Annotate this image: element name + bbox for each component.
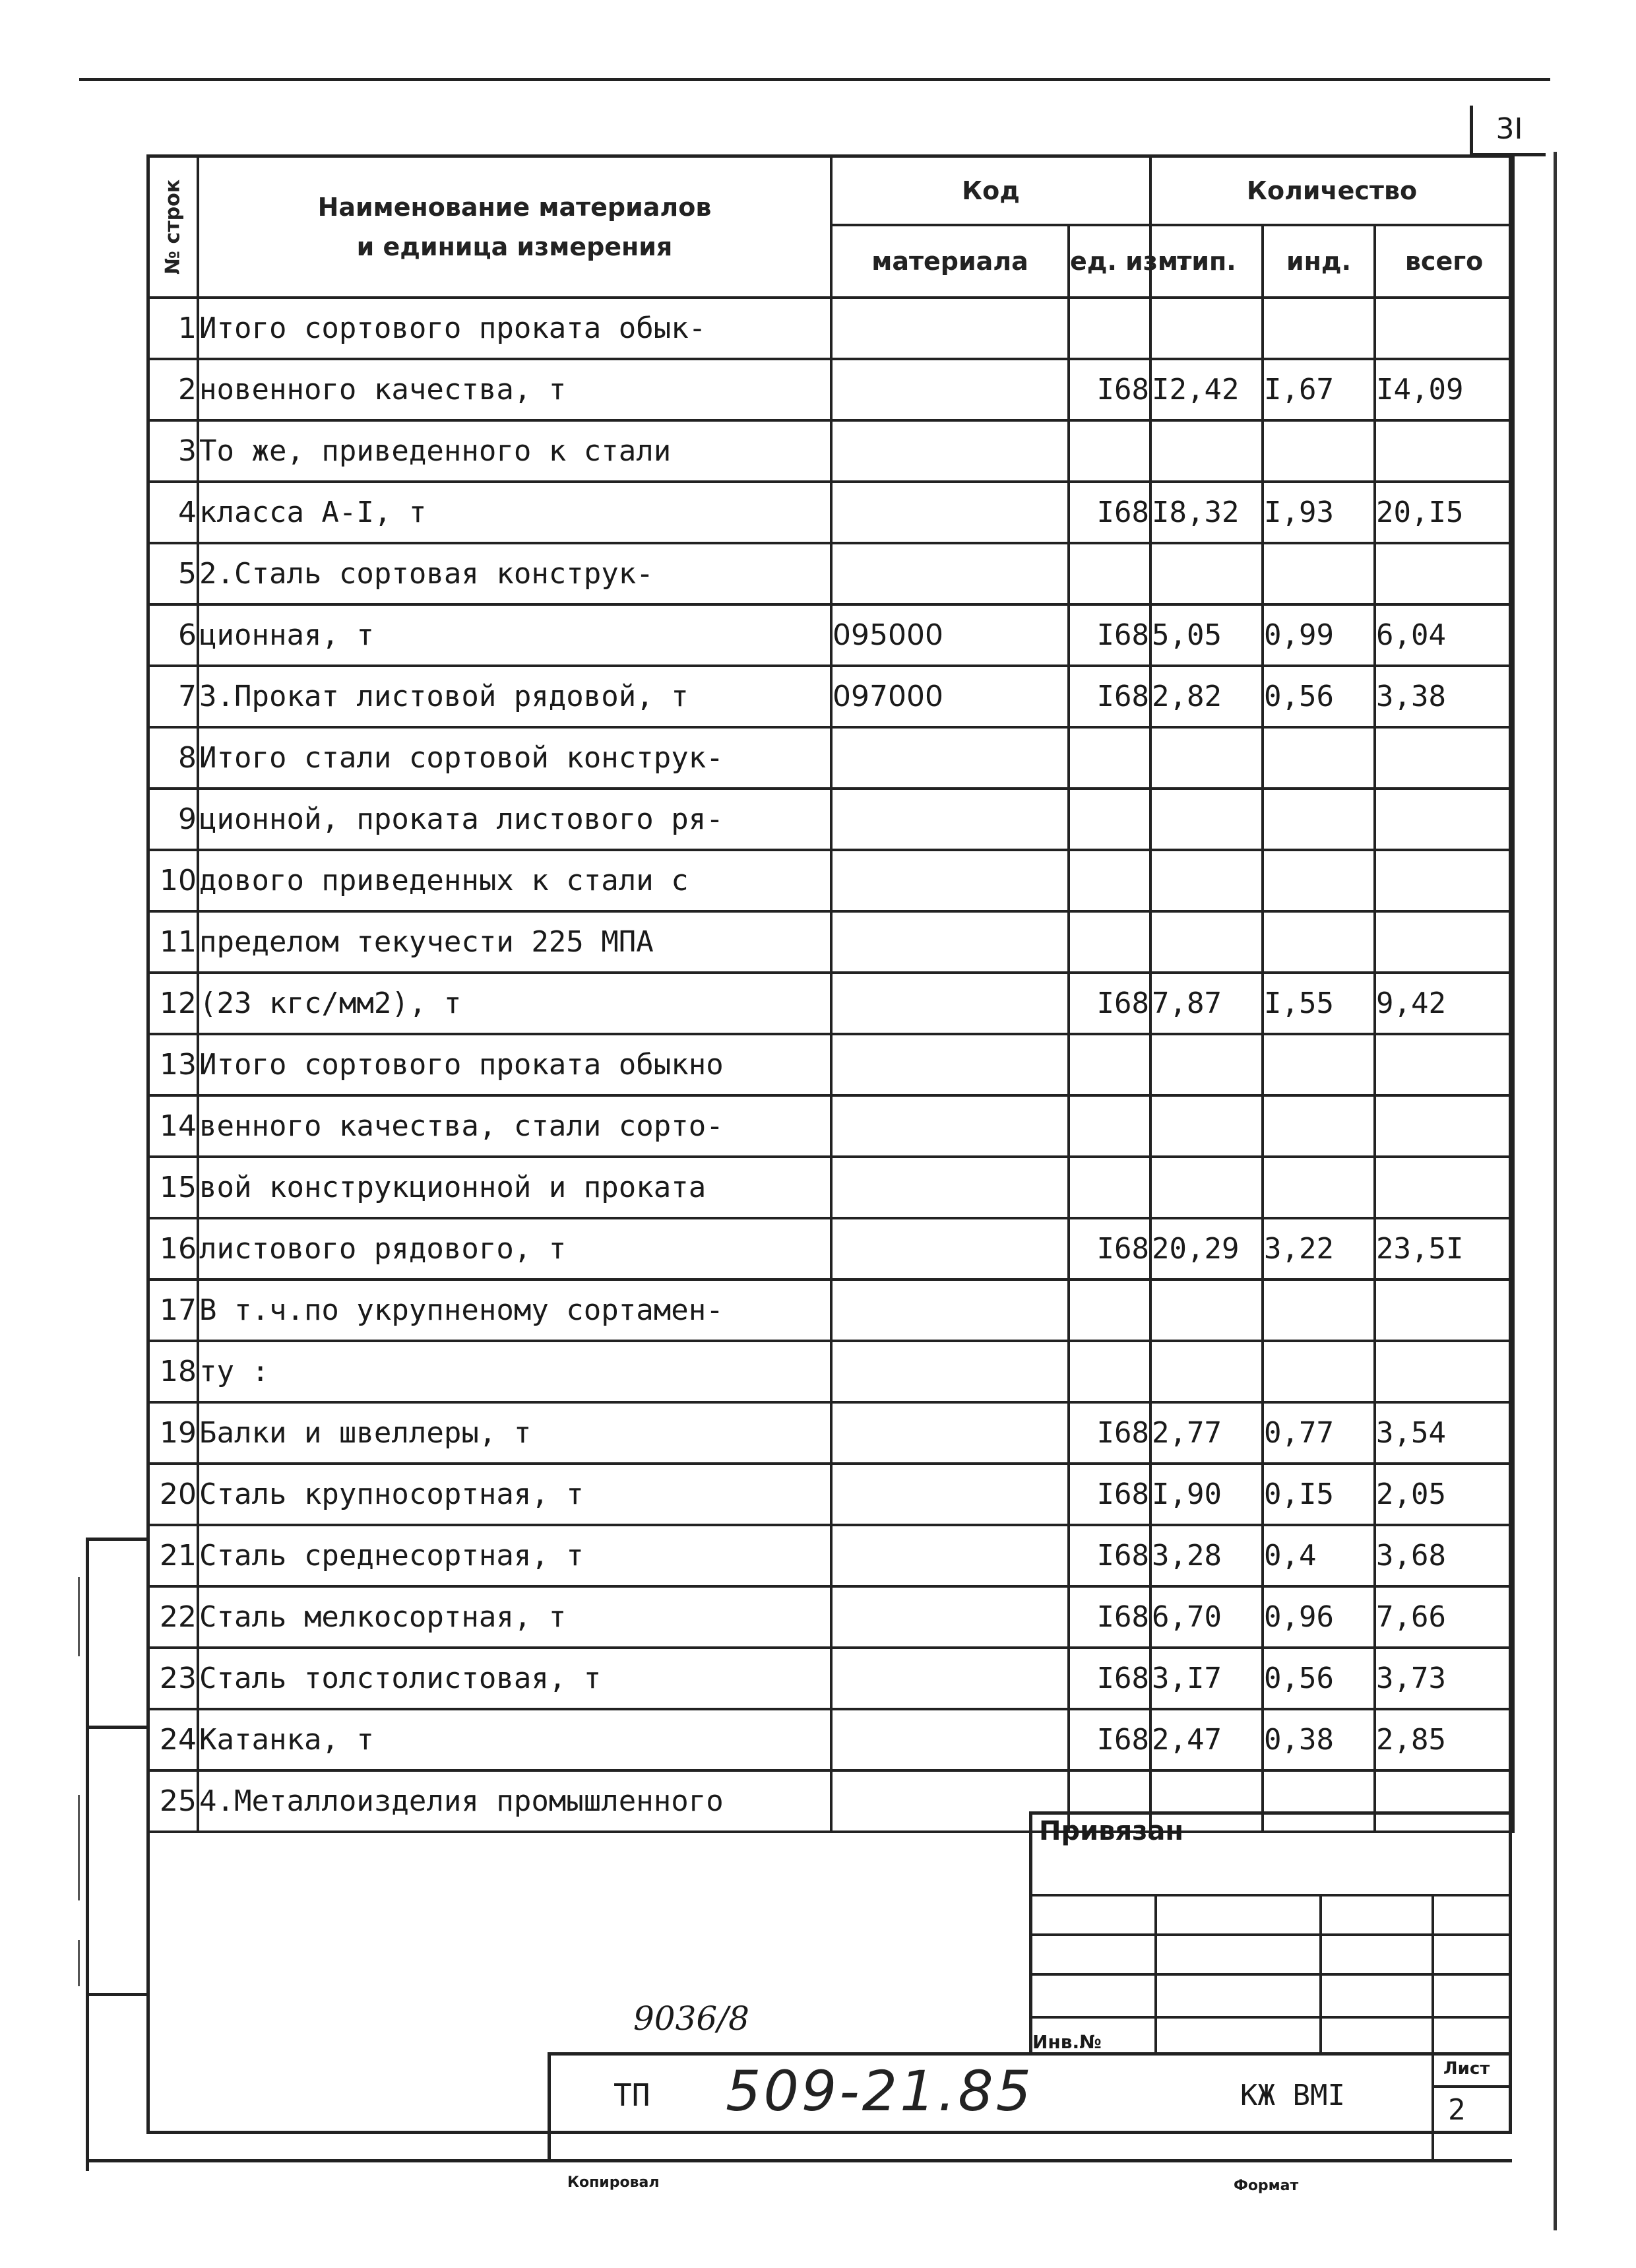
sheet-number: 2 — [1448, 2093, 1466, 2127]
qty-ind-cell: 0,56 — [1263, 666, 1375, 727]
binding-dash — [78, 1940, 80, 1986]
qty-total-cell: 3,38 — [1375, 666, 1513, 727]
table-row — [148, 543, 1513, 604]
qty-ind-cell: I,93 — [1263, 482, 1375, 543]
material-code-cell — [831, 420, 1069, 482]
material-name-cell: класса А-I, т — [198, 482, 831, 543]
qty-typ-cell — [1150, 420, 1263, 482]
material-name-cell: Итого стали сортовой конструк- — [198, 727, 831, 789]
qty-typ-header: тип. — [1150, 225, 1263, 298]
footer-format-label: Формат — [1234, 2178, 1299, 2194]
bound-grid-line — [1154, 1894, 1157, 2056]
bound-grid-line — [1029, 1973, 1512, 1976]
material-code-cell — [831, 1586, 1069, 1648]
qty-total-header: всего — [1375, 225, 1513, 298]
qty-typ-cell — [1150, 727, 1263, 789]
qty-typ-cell: 2,77 — [1150, 1402, 1263, 1464]
material-code-cell — [831, 1157, 1069, 1218]
bound-grid-line — [1319, 1894, 1322, 2056]
unit-code-cell: I68 — [1069, 1586, 1150, 1648]
code-material-header: материала — [831, 225, 1069, 298]
bound-grid-line — [1432, 1894, 1434, 2056]
qty-typ-cell: 6,70 — [1150, 1586, 1263, 1648]
unit-code-cell — [1069, 1095, 1150, 1157]
material-name-cell: (23 кгс/мм2), т — [198, 973, 831, 1034]
qty-typ-cell: I2,42 — [1150, 359, 1263, 420]
material-code-cell — [831, 1402, 1069, 1464]
binding-margin-line — [86, 1538, 89, 2171]
qty-ind-header: инд. — [1263, 225, 1375, 298]
table-row — [148, 1402, 1513, 1464]
row-number-cell: 24 — [148, 1709, 198, 1770]
qty-ind-cell — [1263, 727, 1375, 789]
row-number-cell: 14 — [148, 1095, 198, 1157]
table-row — [148, 1034, 1513, 1095]
row-number-cell: 10 — [148, 850, 198, 911]
unit-code-cell: I68 — [1069, 1402, 1150, 1464]
row-number-header: № строк — [148, 156, 198, 298]
qty-total-cell — [1375, 789, 1513, 850]
row-number-cell: 11 — [148, 911, 198, 973]
material-name-cell: Итого сортового проката обык- — [198, 298, 831, 359]
qty-total-cell — [1375, 420, 1513, 482]
tp-label: ТП — [614, 2077, 650, 2113]
material-name-cell: Балки и швеллеры, т — [198, 1402, 831, 1464]
material-name-cell: новенного качества, т — [198, 359, 831, 420]
material-code-cell: 095000 — [831, 604, 1069, 666]
qty-typ-cell: 2,82 — [1150, 666, 1263, 727]
binding-mark — [86, 1993, 148, 1996]
material-code-cell — [831, 973, 1069, 1034]
qty-typ-cell — [1150, 1157, 1263, 1218]
table-row — [148, 298, 1513, 359]
unit-code-cell — [1069, 727, 1150, 789]
material-code-cell — [831, 359, 1069, 420]
table-row — [148, 1218, 1513, 1280]
material-code-cell — [831, 1709, 1069, 1770]
qty-ind-cell: 0,4 — [1263, 1525, 1375, 1586]
qty-ind-cell: 3,22 — [1263, 1218, 1375, 1280]
qty-typ-cell — [1150, 1034, 1263, 1095]
material-name-cell: ту : — [198, 1341, 831, 1402]
row-number-cell: 16 — [148, 1218, 198, 1280]
table-row — [148, 727, 1513, 789]
material-code-cell: 097000 — [831, 666, 1069, 727]
unit-code-cell: I68 — [1069, 482, 1150, 543]
binding-dash — [78, 1577, 80, 1656]
material-name-cell: Сталь толстолистовая, т — [198, 1648, 831, 1709]
qty-total-cell: 6,04 — [1375, 604, 1513, 666]
footer-copied-label: Копировал — [567, 2174, 660, 2191]
row-number-cell: 22 — [148, 1586, 198, 1648]
material-code-cell — [831, 1648, 1069, 1709]
qty-total-cell: 23,5I — [1375, 1218, 1513, 1280]
qty-total-cell — [1375, 1034, 1513, 1095]
qty-typ-cell: 20,29 — [1150, 1218, 1263, 1280]
qty-typ-cell — [1150, 1095, 1263, 1157]
bound-grid-line — [1029, 1894, 1512, 1896]
qty-total-cell — [1375, 911, 1513, 973]
row-number-cell: 20 — [148, 1464, 198, 1525]
qty-typ-cell — [1150, 1341, 1263, 1402]
qty-ind-cell: 0,38 — [1263, 1709, 1375, 1770]
unit-code-cell — [1069, 850, 1150, 911]
qty-ind-cell — [1263, 543, 1375, 604]
table-row — [148, 911, 1513, 973]
qty-ind-cell: I,55 — [1263, 973, 1375, 1034]
bound-grid-line — [1029, 1933, 1512, 1936]
project-number: 509-21.85 — [726, 2059, 1034, 2123]
qty-typ-cell — [1150, 850, 1263, 911]
row-number-cell: 18 — [148, 1341, 198, 1402]
qty-total-cell — [1375, 543, 1513, 604]
qty-total-cell: I4,09 — [1375, 359, 1513, 420]
material-code-cell — [831, 1218, 1069, 1280]
row-number-cell: 19 — [148, 1402, 198, 1464]
qty-ind-cell: 0,77 — [1263, 1402, 1375, 1464]
table-row — [148, 604, 1513, 666]
qty-total-cell — [1375, 727, 1513, 789]
table-row — [148, 973, 1513, 1034]
qty-typ-cell: 7,87 — [1150, 973, 1263, 1034]
material-code-cell — [831, 1341, 1069, 1402]
unit-code-cell: I68 — [1069, 359, 1150, 420]
qty-total-cell — [1375, 1157, 1513, 1218]
row-number-cell: 1 — [148, 298, 198, 359]
materials-table — [146, 154, 1515, 1833]
qty-ind-cell: 0,I5 — [1263, 1464, 1375, 1525]
unit-code-cell: I68 — [1069, 973, 1150, 1034]
table-row — [148, 1157, 1513, 1218]
material-name-cell: ционной, проката листового ря- — [198, 789, 831, 850]
material-name-cell: 3.Прокат листовой рядовой, т — [198, 666, 831, 727]
row-number-cell: 4 — [148, 482, 198, 543]
qty-ind-cell — [1263, 1280, 1375, 1341]
table-row — [148, 1095, 1513, 1157]
row-number-cell: 8 — [148, 727, 198, 789]
row-number-cell: 13 — [148, 1034, 198, 1095]
table-row — [148, 1525, 1513, 1586]
qty-total-cell: 20,I5 — [1375, 482, 1513, 543]
material-name-cell: Сталь мелкосортная, т — [198, 1586, 831, 1648]
qty-total-cell: 3,54 — [1375, 1402, 1513, 1464]
qty-typ-cell — [1150, 543, 1263, 604]
inventory-label: Инв.№ — [1032, 2031, 1102, 2053]
unit-code-cell — [1069, 543, 1150, 604]
qty-typ-cell — [1150, 911, 1263, 973]
material-code-cell — [831, 911, 1069, 973]
qty-typ-cell: 5,05 — [1150, 604, 1263, 666]
material-code-cell — [831, 850, 1069, 911]
binding-mark — [86, 2159, 148, 2162]
row-number-cell: 15 — [148, 1157, 198, 1218]
table-row — [148, 420, 1513, 482]
row-number-cell: 7 — [148, 666, 198, 727]
unit-code-cell: I68 — [1069, 1218, 1150, 1280]
unit-code-cell — [1069, 1034, 1150, 1095]
row-number-cell: 2 — [148, 359, 198, 420]
qty-total-cell: 3,73 — [1375, 1648, 1513, 1709]
table-row — [148, 1341, 1513, 1402]
material-name-cell: пределом текучести 225 МПА — [198, 911, 831, 973]
bound-label: Привязан — [1039, 1816, 1184, 1846]
qty-ind-cell: 0,99 — [1263, 604, 1375, 666]
row-number-cell: 5 — [148, 543, 198, 604]
material-name-cell: дового приведенных к стали с — [198, 850, 831, 911]
material-code-cell — [831, 1034, 1069, 1095]
material-name-cell: вой конструкционной и проката — [198, 1157, 831, 1218]
material-name-cell: ционная, т — [198, 604, 831, 666]
unit-code-cell — [1069, 420, 1150, 482]
row-number-cell: 25 — [148, 1770, 198, 1832]
binding-dash — [78, 1795, 80, 1900]
material-name-cell: Сталь крупносортная, т — [198, 1464, 831, 1525]
qty-ind-cell — [1263, 1034, 1375, 1095]
handwritten-number: 9036/8 — [633, 1999, 749, 2038]
qty-typ-cell: I8,32 — [1150, 482, 1263, 543]
sheet-divider — [1432, 2085, 1512, 2088]
material-code-cell — [831, 482, 1069, 543]
qty-ind-cell — [1263, 850, 1375, 911]
qty-total-cell — [1375, 1341, 1513, 1402]
qty-typ-cell: 3,28 — [1150, 1525, 1263, 1586]
material-name-cell: То же, приведенного к стали — [198, 420, 831, 482]
row-number-cell: 6 — [148, 604, 198, 666]
binding-mark — [86, 1538, 148, 1541]
material-code-cell — [831, 1464, 1069, 1525]
unit-code-cell — [1069, 1157, 1150, 1218]
row-number-cell: 17 — [148, 1280, 198, 1341]
qty-ind-cell — [1263, 298, 1375, 359]
unit-code-cell: I68 — [1069, 666, 1150, 727]
material-name-cell: Итого сортового проката обыкно — [198, 1034, 831, 1095]
qty-total-cell — [1375, 1280, 1513, 1341]
table-row — [148, 1709, 1513, 1770]
material-code-cell — [831, 1525, 1069, 1586]
qty-total-cell: 3,68 — [1375, 1525, 1513, 1586]
top-rule — [79, 78, 1550, 81]
qty-ind-cell: 0,56 — [1263, 1648, 1375, 1709]
code-unit-header: ед. изм. — [1069, 225, 1150, 298]
unit-code-cell — [1069, 911, 1150, 973]
table-row — [148, 1586, 1513, 1648]
qty-total-cell: 9,42 — [1375, 973, 1513, 1034]
table-row — [148, 482, 1513, 543]
table-body — [148, 298, 1513, 1832]
qty-typ-cell: 2,47 — [1150, 1709, 1263, 1770]
name-header: Наименование материалов и единица измерения — [198, 156, 831, 298]
row-number-cell: 9 — [148, 789, 198, 850]
qty-ind-cell — [1263, 911, 1375, 973]
qty-ind-cell: 0,96 — [1263, 1586, 1375, 1648]
code-group-header: Код — [831, 156, 1150, 225]
qty-ind-cell — [1263, 1341, 1375, 1402]
row-number-cell: 3 — [148, 420, 198, 482]
material-code-cell — [831, 727, 1069, 789]
unit-code-cell: I68 — [1069, 604, 1150, 666]
qty-typ-cell — [1150, 789, 1263, 850]
row-number-cell: 12 — [148, 973, 198, 1034]
unit-code-cell: I68 — [1069, 1464, 1150, 1525]
bound-grid-line — [1029, 2016, 1512, 2019]
unit-code-cell: I68 — [1069, 1525, 1150, 1586]
qty-typ-cell: I,90 — [1150, 1464, 1263, 1525]
qty-ind-cell — [1263, 1157, 1375, 1218]
material-code-cell — [831, 1095, 1069, 1157]
qty-typ-cell: 3,I7 — [1150, 1648, 1263, 1709]
table-row — [148, 789, 1513, 850]
right-border-line — [1554, 152, 1557, 2230]
qty-total-cell — [1375, 298, 1513, 359]
qty-ind-cell — [1263, 1095, 1375, 1157]
material-name-cell: 4.Металлоизделия промышленного — [198, 1770, 831, 1832]
page-number: 3I — [1495, 112, 1523, 146]
binding-mark — [86, 1726, 148, 1729]
row-number-cell: 23 — [148, 1648, 198, 1709]
material-code-cell — [831, 543, 1069, 604]
table-row — [148, 666, 1513, 727]
material-name-cell: листового рядового, т — [198, 1218, 831, 1280]
qty-typ-cell — [1150, 298, 1263, 359]
qty-ind-cell: I,67 — [1263, 359, 1375, 420]
table-row — [148, 1280, 1513, 1341]
material-name-cell: Сталь среднесортная, т — [198, 1525, 831, 1586]
qty-ind-cell — [1263, 789, 1375, 850]
qty-total-cell — [1375, 850, 1513, 911]
table-row — [148, 1464, 1513, 1525]
material-code-cell — [831, 789, 1069, 850]
table-row — [148, 1648, 1513, 1709]
row-number-cell: 21 — [148, 1525, 198, 1586]
sheet-label: Лист — [1443, 2059, 1490, 2079]
unit-code-cell — [1069, 1280, 1150, 1341]
qty-total-cell: 2,85 — [1375, 1709, 1513, 1770]
unit-code-cell — [1069, 789, 1150, 850]
qty-total-cell: 2,05 — [1375, 1464, 1513, 1525]
material-code-cell — [831, 1280, 1069, 1341]
material-code-cell — [831, 298, 1069, 359]
unit-code-cell — [1069, 1341, 1150, 1402]
qty-total-cell — [1375, 1095, 1513, 1157]
unit-code-cell: I68 — [1069, 1709, 1150, 1770]
unit-code-cell — [1069, 298, 1150, 359]
quantity-group-header: Количество — [1150, 156, 1513, 225]
qty-ind-cell — [1263, 420, 1375, 482]
material-name-cell: венного качества, стали сорто- — [198, 1095, 831, 1157]
table-row — [148, 850, 1513, 911]
unit-code-cell: I68 — [1069, 1648, 1150, 1709]
document-code: КЖ ВМI — [1240, 2079, 1345, 2112]
qty-total-cell: 7,66 — [1375, 1586, 1513, 1648]
material-name-cell: Катанка, т — [198, 1709, 831, 1770]
bottom-frame-line — [146, 2159, 1512, 2162]
table-row — [148, 359, 1513, 420]
material-name-cell: В т.ч.по укрупненому сортамен- — [198, 1280, 831, 1341]
qty-typ-cell — [1150, 1280, 1263, 1341]
material-name-cell: 2.Сталь сортовая конструк- — [198, 543, 831, 604]
